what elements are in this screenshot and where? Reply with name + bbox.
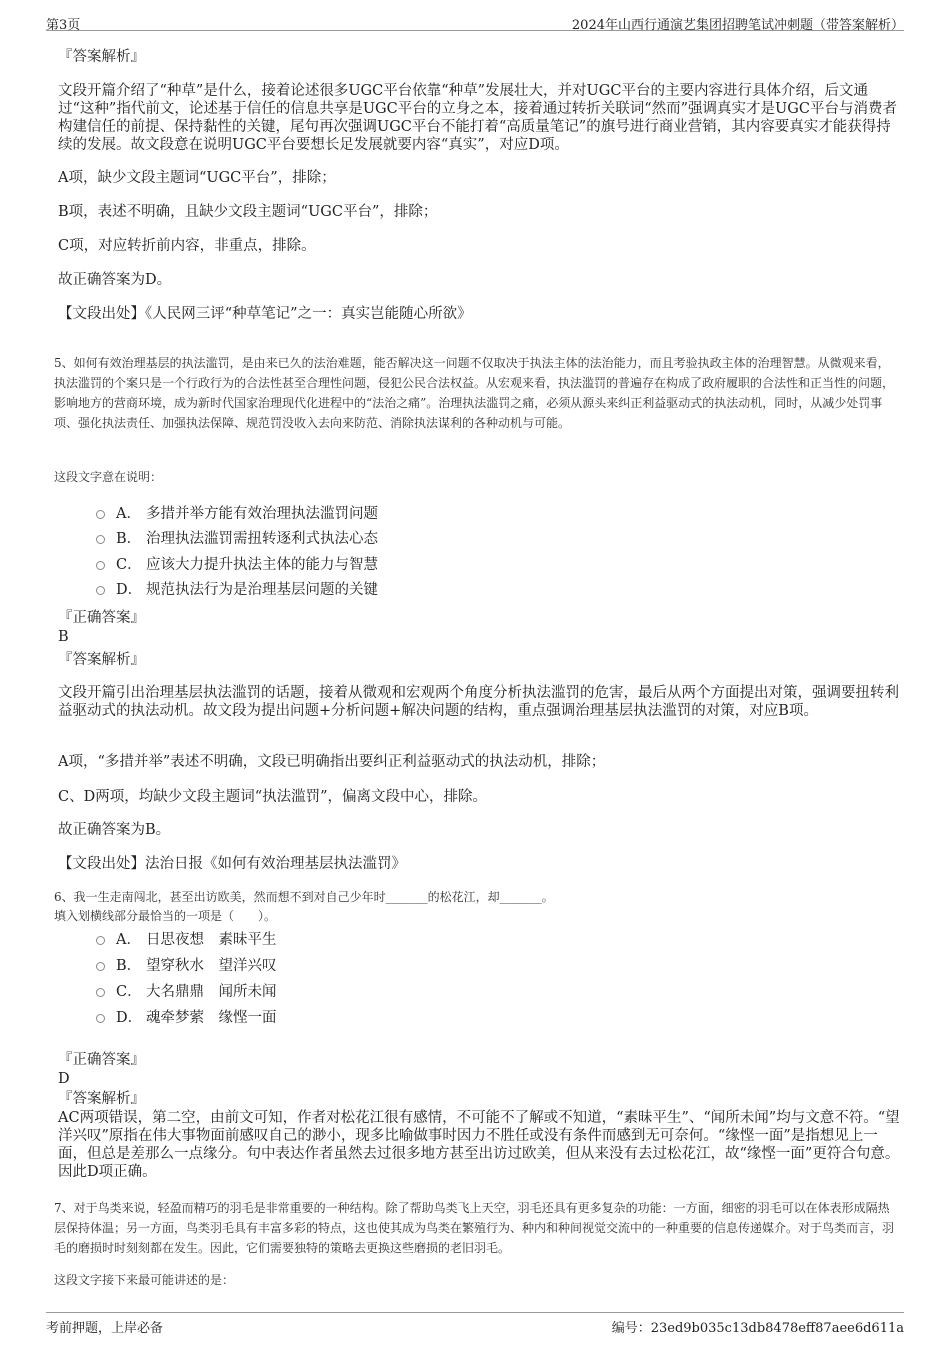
q4-option-c-note: C项，对应转折前内容，非重点，排除。: [58, 238, 316, 254]
radio-icon[interactable]: [96, 510, 105, 519]
q5-option-a-note: A项，“多措并举”表述不明确，文段已明确指出要纠正利益驱动式的执法动机，排除；: [58, 754, 606, 770]
q4-conclusion: 故正确答案为D。: [58, 272, 172, 288]
q5-analysis-text: 文段开篇引出治理基层执法滥罚的话题，接着从微观和宏观两个角度分析执法滥罚的危害，最后从两个方面提出对策，强调要扭转利益驱动式的执法动机。故文段为提出问题+分析问题+解决问题的结构，重点强调治理基层执法滥罚的对策，对应B项。: [58, 685, 899, 719]
q6-answer: D: [58, 1071, 70, 1087]
radio-icon[interactable]: [96, 1014, 105, 1023]
q5-option-b[interactable]: B． 治理执法滥罚需扭转逐利式执法心态: [96, 528, 378, 550]
q5-option-d[interactable]: D． 规范执法行为是治理基层问题的关键: [96, 579, 378, 601]
q5-answer: B: [58, 629, 69, 645]
page-header: [46, 8, 904, 31]
page-footer: [46, 1312, 904, 1335]
q6-analysis-text: AC两项错误，第二空，由前文可知，作者对松花江很有感情，不可能不了解或不知道，“素昧平生”、“闻所未闻”均与文意不符。“望洋兴叹”原指在伟大事物面前感叹自己的渺小，现多比喻做事时因力不胜任或没有条件而感到无可奈何。“缘悭一面”是指想见上一面，但总是差那么一点缘分。句中表达作者虽然去过很多地方甚至出访过欧美，但从来没有去过松花江，故“缘悭一面”更符合句意。因此D项正确。: [58, 1110, 900, 1180]
q4-analysis-label: 『答案解析』: [58, 49, 145, 65]
document-code: 编号：23ed9b035c13db8478eff87aee6d611a: [611, 1321, 904, 1336]
q5-option-c[interactable]: C． 应该大力提升执法主体的能力与智慧: [96, 554, 378, 576]
q6-option-c[interactable]: C． 大名鼎鼎 闻所未闻: [96, 981, 277, 1003]
footer-slogan: 考前押题，上岸必备: [46, 1321, 164, 1336]
q6-analysis-label: 『答案解析』: [58, 1091, 145, 1107]
q7-prompt: 这段文字接下来最可能讲述的是：: [54, 1273, 235, 1287]
page-number: 第3页: [46, 18, 81, 33]
q6-prompt: 填入划横线部分最恰当的一项是（ ）。: [54, 909, 277, 923]
radio-icon[interactable]: [96, 962, 105, 971]
q5-analysis-label: 『答案解析』: [58, 652, 145, 668]
q6-option-d[interactable]: D． 魂牵梦萦 缘悭一面: [96, 1007, 277, 1029]
radio-icon[interactable]: [96, 586, 105, 595]
q5-conclusion: 故正确答案为B。: [58, 822, 171, 838]
q6-answer-label: 『正确答案』: [58, 1052, 145, 1068]
q4-analysis-text: 文段开篇介绍了“种草”是什么，接着论述很多UGC平台依靠“种草”发展壮大，并对UGC平台的主要内容进行具体介绍，后文通过“这种”指代前文，论述基于信任的信息共享是UGC平台的立身之本，接着通过转折关联词“然而”强调真实才是UGC平台与消费者构建信任的前提、保持黏性的关键，尾句再次强调UGC平台不能打着“高质量笔记”的旗号进行商业营销，其内容要真实才能获得持续的发展。故文段意在说明UGC平台要想长足发展就要内容“真实”，对应D项。: [58, 83, 897, 153]
q6-option-a[interactable]: A． 日思夜想 素昧平生: [96, 929, 277, 951]
q5-option-a[interactable]: A． 多措并举方能有效治理执法滥罚问题: [96, 503, 378, 525]
q4-option-b-note: B项，表述不明确，且缺少文段主题词“UGC平台”，排除；: [58, 204, 438, 220]
q7-stem: 7、对于鸟类来说，轻盈而精巧的羽毛是非常重要的一种结构。除了帮助鸟类飞上天空，羽毛还具有更多复杂的功能：一方面，细密的羽毛可以在体表形成隔热层保持体温；另一方面，鸟类羽毛具有丰富多彩的特点，这也使其成为鸟类在繁殖行为、种内和种间视觉交流中的一种重要的信息传递媒介。对于鸟类而言，羽毛的磨损时时刻刻都在发生。因此，它们需要独特的策略去更换这些磨损的老旧羽毛。: [54, 1201, 895, 1255]
radio-icon[interactable]: [96, 988, 105, 997]
q6-stem: 6、我一生走南闯北，甚至出访欧美，然而想不到对自己少年时_______的松花江，却_______。: [54, 890, 554, 904]
document-title: 2024年山西行通演艺集团招聘笔试冲刺题（带答案解析）: [571, 18, 904, 33]
q5-stem: 5、如何有效治理基层的执法滥罚，是由来已久的法治难题，能否解决这一问题不仅取决于执法主体的法治能力，而且考验执政主体的治理智慧。从微观来看，执法滥罚的个案只是一个行政行为的合法性甚至合理性问题，侵犯公民合法权益。从宏观来看，执法滥罚的普遍存在构成了政府履职的合法性和正当性的问题，影响地方的营商环境，成为新时代国家治理现代化进程中的“法治之痛”。治理执法滥罚之痛，必须从源头来纠正利益驱动式的执法动机，同时，从减少处罚事项、强化执法责任、加强执法保障、规范罚没收入去向来防范、消除执法谋利的各种动机与可能。: [54, 356, 895, 430]
radio-icon[interactable]: [96, 936, 105, 945]
q6-option-b[interactable]: B． 望穿秋水 望洋兴叹: [96, 955, 277, 977]
radio-icon[interactable]: [96, 561, 105, 570]
radio-icon[interactable]: [96, 535, 105, 544]
q4-source: 【文段出处】《人民网三评“种草笔记”之一：真实岂能随心所欲》: [58, 306, 472, 322]
q5-option-cd-note: C、D两项，均缺少文段主题词“执法滥罚”，偏离文段中心，排除。: [58, 789, 488, 805]
q5-prompt: 这段文字意在说明：: [54, 470, 163, 484]
q5-source: 【文段出处】法治日报《如何有效治理基层执法滥罚》: [58, 856, 406, 872]
q5-answer-label: 『正确答案』: [58, 610, 145, 626]
q4-option-a-note: A项，缺少文段主题词“UGC平台”，排除；: [58, 170, 336, 186]
